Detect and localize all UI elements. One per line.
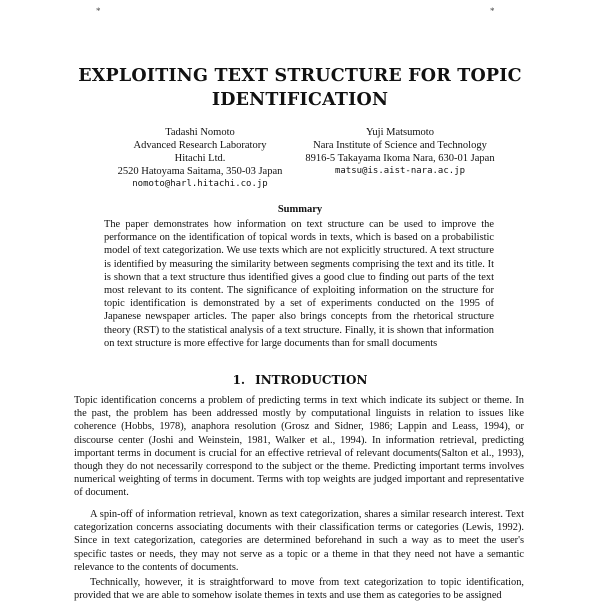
section-title: INTRODUCTION xyxy=(255,373,368,387)
author-org: Hitachi Ltd. xyxy=(174,153,226,164)
body-paragraph: A spin-off of information retrieval, known as text categorization, shares a similar research interest. Text categorization concerns associating documents with their classification terms or categories (Lewis, 1992). Since in text categorization, categories are determined beforehand in such a way as to meet the user's specific tastes or needs, they may not serve as a topic or a theme in that they need not have a semantic relevance to the contents of documents. xyxy=(74,509,524,573)
author-affiliation: Advanced Research Laboratory xyxy=(133,140,267,151)
author-name: Tadashi Nomoto xyxy=(165,127,235,138)
author-email: nomoto@harl.hitachi.co.jp xyxy=(132,179,268,189)
body-paragraph: Topic identification concerns a problem of predicting terms in text which indicate its subject or theme. In the past, the problem has been addressed mostly by computational linguists in relation to issues like coherence (Hobbs, 1978), anaphora resolution (Grosz and Sidner, 1986; Lappin and Leass, 1994), or discourse center (Joshi and Weinstein, 1981, Walker et al., 1994). In information retrieval, predicting important terms in document is crucial for an effective retrieval of relevant documents(Salton et al., 1993), though they do not necessarily correspond to the subject or the theme. Predicting important terms involves numerical weighting of terms in document. Terms with top weights are judged important and representative of document. xyxy=(74,395,524,499)
author-name: Yuji Matsumoto xyxy=(366,127,434,138)
summary-text: The paper demonstrates how information on text structure can be used to improve the performance on the identification of topical words in texts, which is based on a probabilistic model of text categorization. We use texts which are not explicitly structured. A text structure is identified by measuring the similarity between segments comprising the text and its title. It is shown that a text structure thus identified gives a good clue to finding out parts of the text most relevant to its content. The significance of exploiting information on the structure for topic identification is demonstrated by a set of experiments conducted on the 1995 of Japanese newspaper articles. The paper also brings concepts from the rhetorical structure theory (RST) to the statistical analysis of a text structure. Finally, it is shown that information on text structure is more effective for large documents than for small documents xyxy=(104,219,494,349)
paper-title: EXPLOITING TEXT STRUCTURE FOR TOPIC IDENTIFICATION xyxy=(78,66,522,110)
section-heading xyxy=(0,373,600,387)
author-affiliation: Nara Institute of Science and Technology xyxy=(313,140,487,151)
section-number: 1. xyxy=(232,373,246,387)
author-block-1 xyxy=(100,126,300,191)
corner-mark-right: * xyxy=(490,6,495,16)
summary-heading: Summary xyxy=(277,204,323,215)
author-address: 2520 Hatoyama Saitama, 350-03 Japan xyxy=(117,166,283,177)
author-block-2 xyxy=(300,126,500,178)
author-address: 8916-5 Takayama Ikoma Nara, 630-01 Japan xyxy=(305,153,495,164)
author-email: matsu@is.aist-nara.ac.jp xyxy=(334,166,466,176)
corner-mark-left: * xyxy=(96,6,101,16)
body-paragraph: Technically, however, it is straightforward to move from text categorization to topic identification, provided that we are able to somehow isolate themes in texts and use them as categories to be assigned xyxy=(74,577,524,602)
